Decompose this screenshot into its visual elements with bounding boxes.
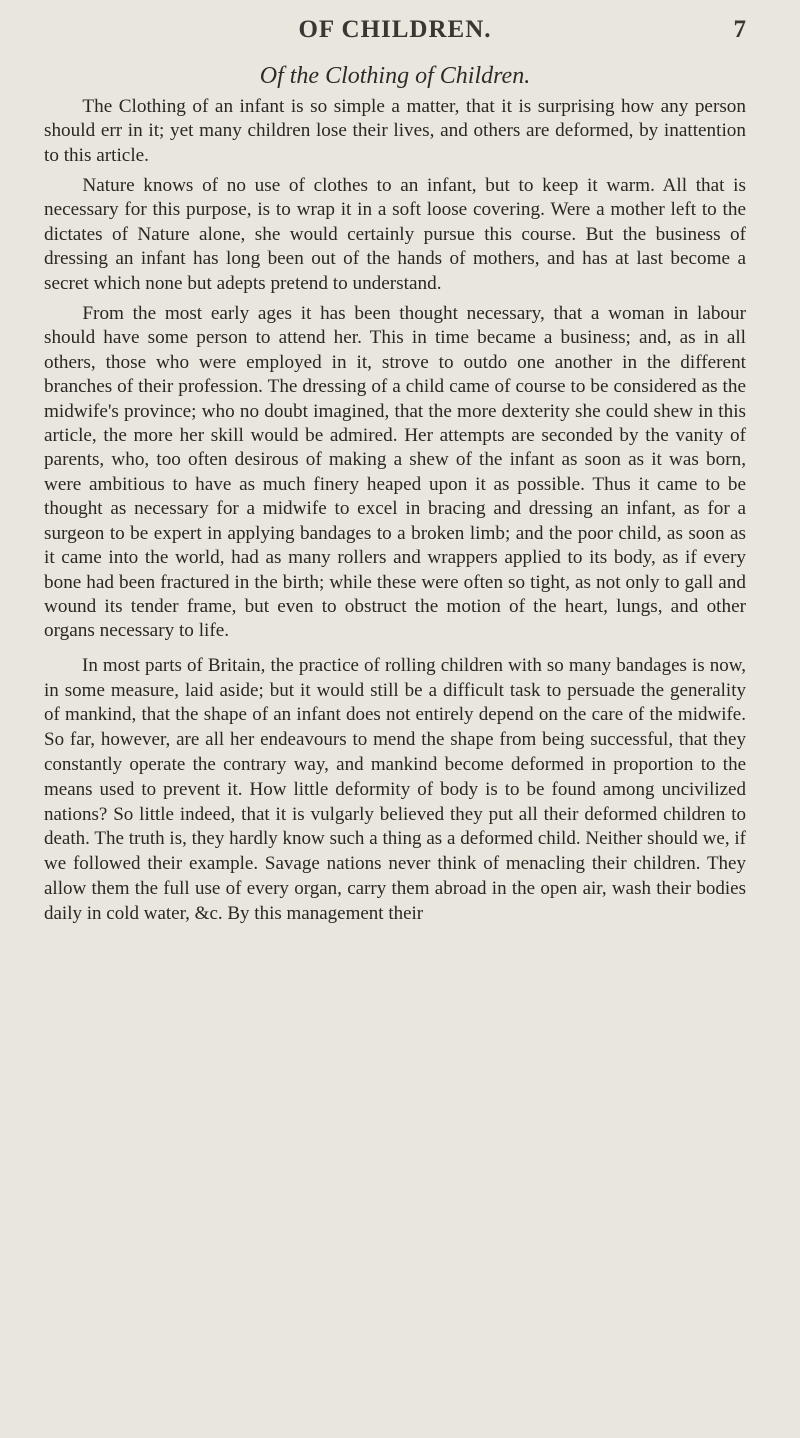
- paragraph: Nature knows of no use of clothes to an infant, but to keep it warm. All that is necessary for this purpose, is to wrap it in a soft loose covering. Were a mother left to the dictates of Nature alone, she would certainly pursue this course. But the business of dressing an infant has long been out of the hands of mothers, and has at last become a secret which none but adepts pretend to understand.: [44, 175, 746, 294]
- running-head: [44, 8, 746, 52]
- running-title: OF CHILDREN.: [298, 16, 492, 43]
- page-number: 7: [733, 16, 746, 43]
- paragraph: In most parts of Britain, the practice of rolling children with so many bandages is now, in some measure, laid aside; but it would still be a difficult task to persuade the generality of mankind, that the shape of an infant does not entirely depend on the care of the midwife. So far, however, are all her endeavours to mend the shape from being successful, that they constantly operate the contrary way, and mankind become deformed in proportion to the means used to prevent it. How little deformity of body is to be found among uncivilized nations? So little indeed, that it is vulgarly believed they put all their deformed children to death. The truth is, they hardly know such a thing as a deformed child. Neither should we, if we followed their example. Savage nations never think of menacling their children. They allow them the full use of every organ, carry them abroad in the open air, wash their bodies daily in cold water, &c. By this management their: [44, 654, 746, 924]
- section-title: Of the Clothing of Children.: [259, 63, 531, 89]
- body-text: [44, 95, 746, 927]
- paragraph: From the most early ages it has been thought necessary, that a woman in labour should have some person to attend her. This in time became a business; and, as in all others, those who were employed in it, strove to outdo one another in the different branches of their profession. The dressing of a child came of course to be considered as the midwife's province; who no doubt imagined, that the more dexterity she could shew in this article, the more her skill would be admired. Her attempts are seconded by the vanity of parents, who, too often desirous of making a shew of the infant as soon as it was born, were ambitious to have as much finery heaped upon it as possible. Thus it came to be thought as necessary for a midwife to excel in bracing and dressing an infant, as for a surgeon to be expert in applying bandages to a broken limb; and the poor child, as soon as it came into the world, had as many rollers and wrappers applied to its body, as if every bone had been fractured in the birth; while these were often so tight, as not only to gall and wound its tender frame, but even to obstruct the motion of the heart, lungs, and other organs necessary to life.: [44, 303, 746, 642]
- paragraph: The Clothing of an infant is so simple a matter, that it is surprising how any person should err in it; yet many children lose their lives, and others are deformed, by inattention to this article.: [44, 95, 746, 166]
